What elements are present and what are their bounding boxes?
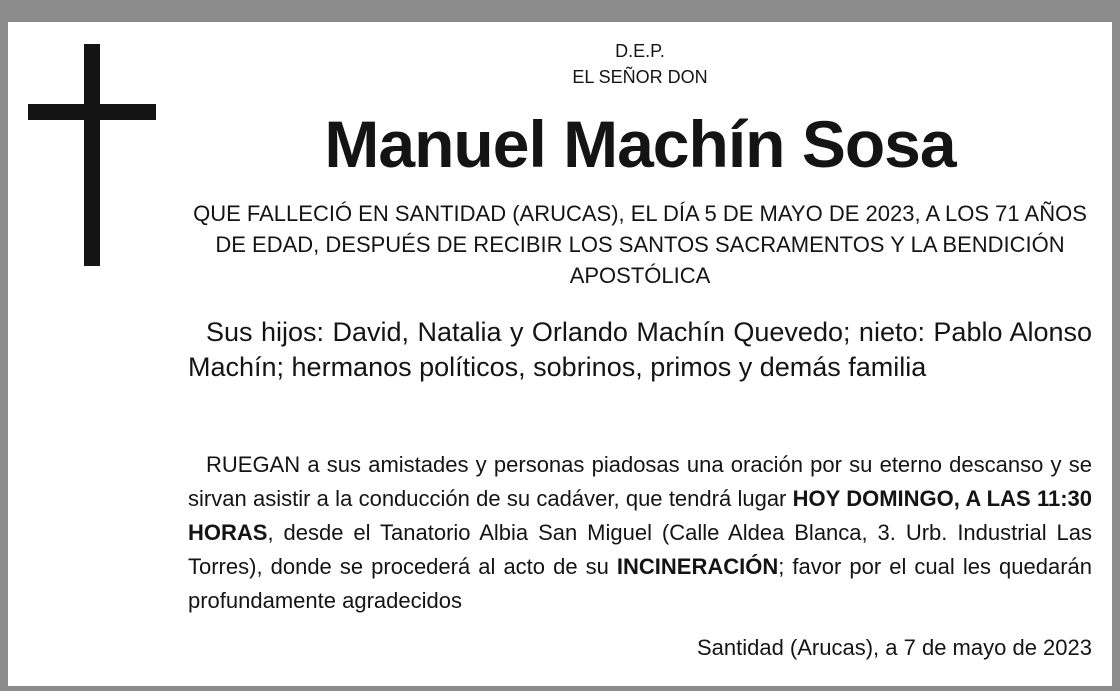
request-text-3: ; favor por el cual les quedarán profundamente agradecidos — [188, 554, 1092, 613]
obituary-card — [8, 22, 1112, 686]
family-paragraph: Sus hijos: David, Natalia y Orlando Machín Quevedo; nieto: Pablo Alonso Machín; hermanos políticos, sobrinos, primos y demás familia — [188, 317, 1092, 382]
cross-horizontal-bar — [28, 104, 156, 120]
death-notice: QUE FALLECIÓ EN SANTIDAD (ARUCAS), EL DÍA 5 DE MAYO DE 2023, A LOS 71 AÑOS DE EDAD, DESPUÉS DE RECIBIR LOS SANTOS SACRAMENTOS Y LA BENDICIÓN APOSTÓLICA — [193, 201, 1087, 288]
service-time: HOY DOMINGO, A LAS 11:30 HORAS — [188, 486, 1093, 545]
dep-heading: D.E.P. — [615, 41, 665, 61]
cross-vertical-bar — [84, 44, 100, 266]
place-date-signoff: Santidad (Arucas), a 7 de mayo de 2023 — [696, 635, 1092, 660]
service-act: INCINERACIÓN — [616, 554, 779, 579]
request-text-1: RUEGAN a sus amistades y personas piadosas una oración por su eterno descanso y se sirvan asistir a la conducción de su cadáver, que tendrá lugar — [188, 452, 1092, 511]
request-paragraph — [188, 448, 1092, 618]
latin-cross-icon — [28, 44, 156, 266]
deceased-name: Manuel Machín Sosa — [324, 107, 956, 181]
honorific-heading: EL SEÑOR DON — [572, 67, 708, 87]
request-text-2: , desde el Tanatorio Albia San Miguel (Calle Aldea Blanca, 3. Urb. Industrial Las Torres), donde se procederá al acto de su — [188, 520, 1092, 579]
